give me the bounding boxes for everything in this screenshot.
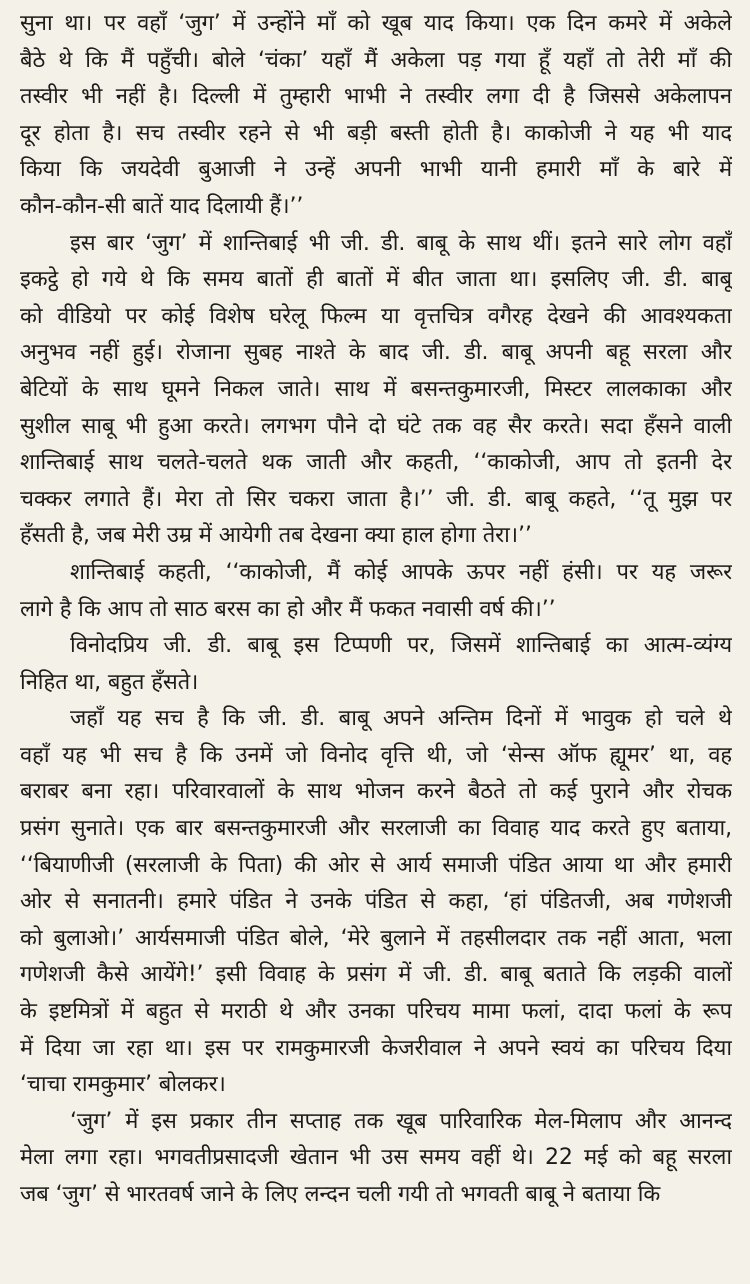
text-line: मेला लगा रहा। भगवतीप्रसादजी खेतान भी उस समय वहीं थे। 22 मई को बहू सरला: [20, 1145, 732, 1171]
text-line: इकट्ठे हो गये थे कि समय बातों ही बातों में बीत जाता था। इसलिए जी. डी. बाबू: [20, 267, 732, 293]
text-line: को वीडियो पर कोई विशेष घरेलू फिल्म या वृत्तचित्र वगैरह देखने की आवश्यकता: [20, 303, 732, 329]
text-line: निहित था, बहुत हँसते।: [20, 669, 199, 695]
text-line: विनोदप्रिय जी. डी. बाबू इस टिप्पणी पर, जिसमें शान्तिबाई का आत्म-व्यंग्य: [70, 633, 732, 659]
text-line: प्रसंग सुनाते। एक बार बसन्तकुमारजी और सरलाजी का विवाह याद करते हुए बताया,: [20, 816, 732, 842]
text-line: शान्तिबाई साथ चलते-चलते थक जाती और कहती, ‘‘काकोजी, आप तो इतनी देर: [20, 450, 732, 476]
text-line: चक्कर लगाते हैं। मेरा तो सिर चकरा जाता है।’’ जी. डी. बाबू कहते, ‘‘तू मुझ पर: [20, 486, 732, 512]
text-line: गणेशजी कैसे आयेंगे!’ इसी विवाह के प्रसंग में जी. डी. बाबू बताते कि लड़की वालों: [20, 962, 732, 988]
text-line: में दिया जा रहा था। इस पर रामकुमारजी केजरीवाल ने अपने स्वयं का परिचय दिया: [20, 1035, 732, 1061]
text-line: वहाँ यह भी सच है कि उनमें जो विनोद वृत्ति थी, जो ‘सेन्स ऑफ ह्यूमर’ था, वह: [20, 742, 732, 768]
text-line: अनुभव नहीं हुई। रोजाना सुबह नाश्ते के बाद जी. डी. बाबू अपनी बहू सरला और: [20, 340, 732, 366]
text-line: जहाँ यह सच है कि जी. डी. बाबू अपने अन्तिम दिनों में भावुक हो चले थे: [70, 706, 732, 732]
text-line: जब ‘जुग’ से भारतवर्ष जाने के लिए लन्दन चली गयी तो भगवती बाबू ने बताया कि: [20, 1182, 661, 1207]
text-line: इस बार ‘जुग’ में शान्तिबाई भी जी. डी. बाबू के साथ थीं। इतने सारे लोग वहाँ: [70, 230, 732, 256]
text-line: दूर होता है। सच तस्वीर रहने से भी बड़ी बस्ती होती है। काकोजी ने यह भी याद: [20, 120, 732, 146]
text-line: सुना था। पर वहाँ ‘जुग’ में उन्होंने माँ को खूब याद किया। एक दिन कमरे में अकेले: [20, 11, 732, 36]
text-line: बराबर बना रहा। परिवारवालों के साथ भोजन करने बैठते तो कई पुराने और रोचक: [20, 779, 732, 805]
text-line: के इष्टमित्रों में बहुत से मराठी थे और उनका परिचय मामा फलां, दादा फलां के रूप: [20, 999, 732, 1025]
text-line: सुशील साबू भी हुआ करते। लगभग पौने दो घंटे तक वह सैर करते। सदा हँसने वाली: [20, 413, 732, 439]
text-line: ओर से सनातनी। हमारे पंडित ने उनके पंडित से कहा, ‘हां पंडितजी, अब गणेशजी: [20, 889, 732, 915]
text-line: बेटियों के साथ घूमने निकल जाते। साथ में बसन्तकुमारजी, मिस्टर लालकाका और: [20, 376, 732, 402]
text-line: शान्तिबाई कहती, ‘‘काकोजी, मैं कोई आपके ऊपर नहीं हंसी। पर यह जरूर: [70, 559, 732, 585]
text-line: ‘चाचा रामकुमार’ बोलकर।: [20, 1072, 226, 1098]
paragraph: [20, 628, 732, 701]
page-body-text: [20, 6, 732, 1214]
text-line: लागे है कि आप तो साठ बरस का हो और मैं फकत नवासी वर्ष की।’’: [20, 596, 556, 622]
text-line: बैठे थे कि मैं पहुँची। बोले ‘चंका’ यहाँ मैं अकेला पड़ गया हूँ यहाँ तो तेरी माँ की: [20, 47, 732, 73]
text-line: कौन-कौन-सी बातें याद दिलायी हैं।’’: [20, 193, 304, 219]
text-line: हँसती है, जब मेरी उम्र में आयेगी तब देखना क्या हाल होगा तेरा।’’: [20, 523, 532, 549]
paragraph: [20, 1104, 732, 1214]
paragraph: [20, 701, 732, 1104]
text-line: ‘जुग’ में इस प्रकार तीन सप्ताह तक खूब पारिवारिक मेल-मिलाप और आनन्द: [70, 1108, 732, 1134]
paragraph: [20, 6, 732, 226]
text-line: ‘‘बियाणीजी (सरलाजी के पिता) की ओर से आर्य समाजी पंडित आया था और हमारी: [20, 852, 732, 878]
paragraph: [20, 226, 732, 555]
paragraph: [20, 555, 732, 628]
text-line: किया कि जयदेवी बुआजी ने उन्हें अपनी भाभी यानी हमारी माँ के बारे में: [20, 157, 732, 183]
text-line: तस्वीर भी नहीं है। दिल्ली में तुम्हारी भाभी ने तस्वीर लगा दी है जिससे अकेलापन: [20, 84, 732, 110]
text-line: को बुलाओ।’ आर्यसमाजी पंडित बोले, ‘मेरे बुलाने में तहसीलदार तक नहीं आता, भला: [20, 925, 732, 951]
